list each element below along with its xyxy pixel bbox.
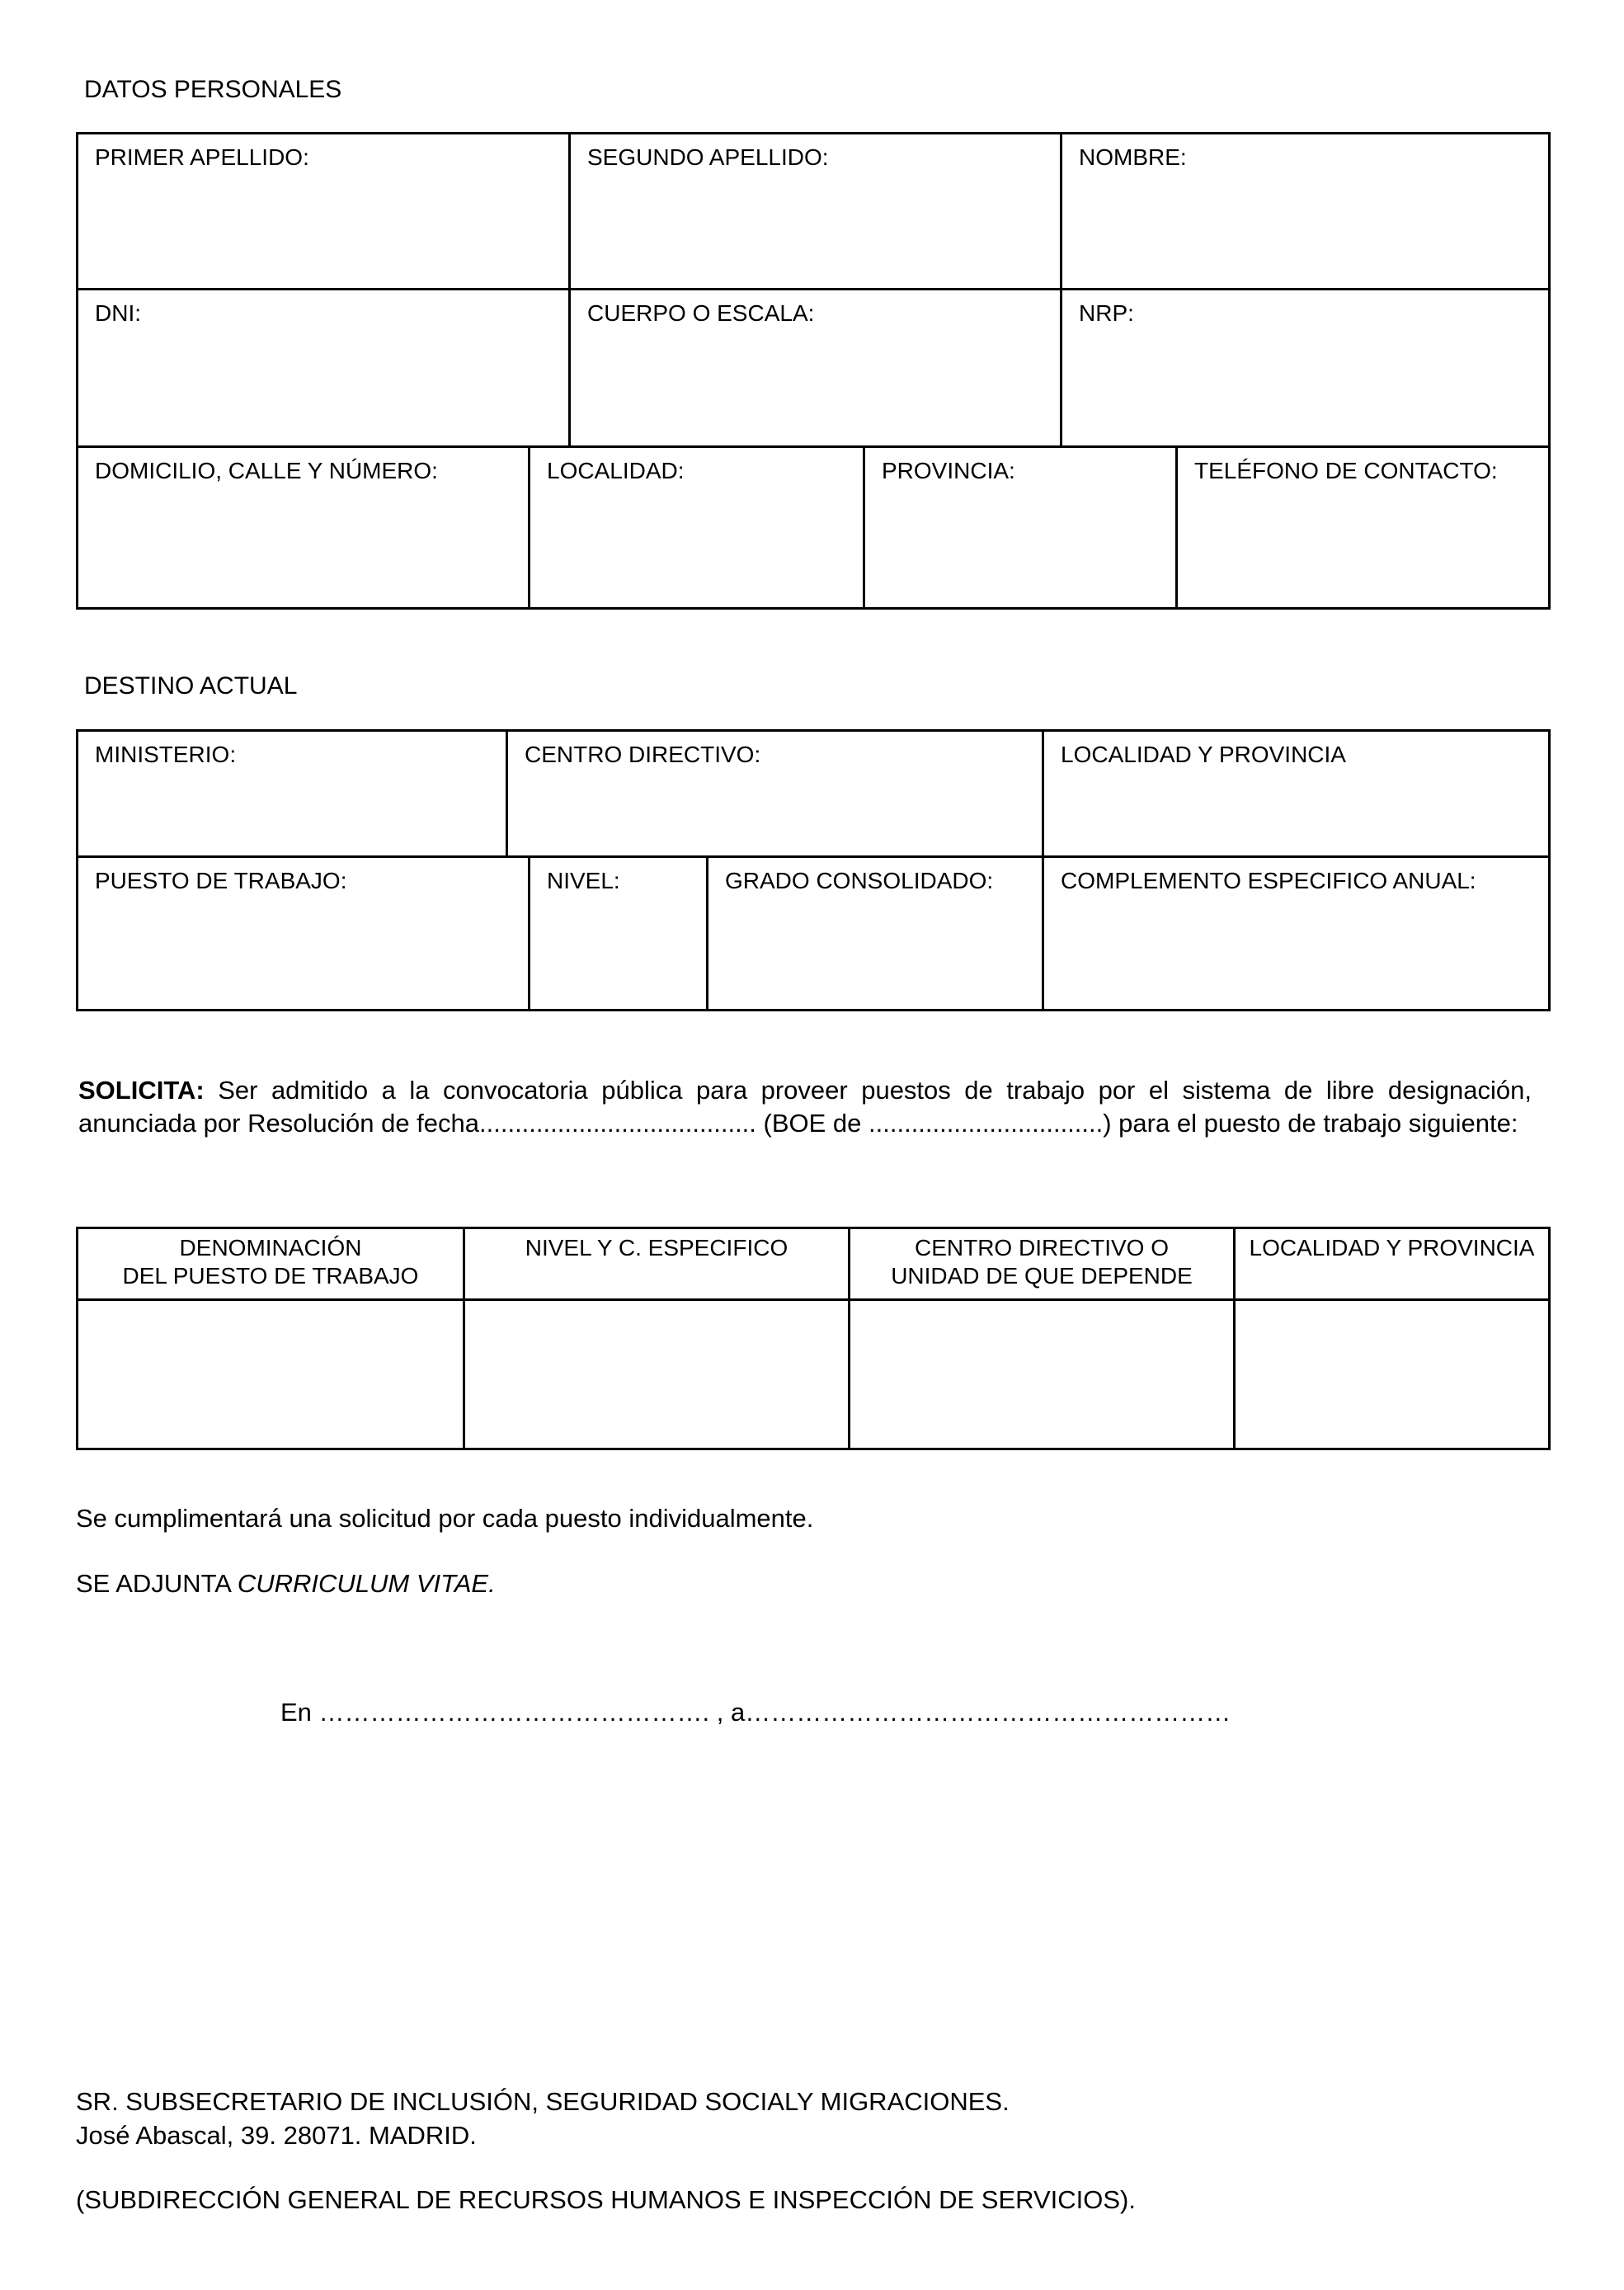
solicita-label: SOLICITA: [78, 1076, 205, 1105]
table-header-row [78, 1228, 1550, 1300]
solicita-text: Ser admitido a la convocatoria pública para proveer puestos de trabajo por el sistema de libre designación, anunciada por Resolución de fecha....................................... (BOE de .................................) para el puesto de trabajo siguiente: [78, 1076, 1532, 1138]
localidad-field[interactable]: LOCALIDAD: [530, 448, 865, 607]
localidad-provincia-field[interactable]: LOCALIDAD Y PROVINCIA [1061, 742, 1346, 767]
datos-personales-grid [76, 132, 1551, 610]
header-line: DENOMINACIÓN [179, 1235, 362, 1260]
ministerio-field[interactable]: MINISTERIO: [78, 732, 508, 855]
place-date-line[interactable]: En ………………………………………. , a………………………………………………… [280, 1698, 1231, 1727]
header-line: CENTRO DIRECTIVO O [914, 1235, 1169, 1260]
nivel-input-cell[interactable] [464, 1300, 850, 1449]
telefono-field[interactable]: TELÉFONO DE CONTACTO: [1194, 458, 1498, 483]
header-denominacion [78, 1228, 464, 1300]
addressee-line-2: José Abascal, 39. 28071. MADRID. [76, 2121, 477, 2150]
note-one-request: Se cumplimentará una solicitud por cada puesto individualmente. [76, 1504, 814, 1533]
puesto-trabajo-field[interactable]: PUESTO DE TRABAJO: [78, 858, 530, 1009]
puesto-table [76, 1227, 1551, 1450]
destino-row-2 [76, 858, 1551, 1011]
datos-row-2 [76, 290, 1551, 448]
localidad-provincia-input-cell[interactable] [1235, 1300, 1550, 1449]
nivel-field[interactable]: NIVEL: [530, 858, 708, 1009]
header-line: UNIDAD DE QUE DEPENDE [891, 1263, 1193, 1289]
nombre-field[interactable]: NOMBRE: [1079, 144, 1187, 170]
header-line: NIVEL Y C. ESPECIFICO [525, 1235, 788, 1260]
denominacion-input-cell[interactable] [78, 1300, 464, 1449]
datos-row-1 [76, 132, 1551, 290]
addressee-line-1: SR. SUBSECRETARIO DE INCLUSIÓN, SEGURIDAD SOCIALY MIGRACIONES. [76, 2087, 1010, 2116]
header-line: DEL PUESTO DE TRABAJO [122, 1263, 419, 1289]
solicita-paragraph [78, 1074, 1532, 1140]
table-row [78, 1300, 1550, 1449]
datos-row-3 [76, 448, 1551, 610]
complemento-especifico-field[interactable]: COMPLEMENTO ESPECIFICO ANUAL: [1061, 868, 1476, 893]
section-title-destino-actual: DESTINO ACTUAL [84, 672, 298, 700]
adjunta-italic: CURRICULUM VITAE. [237, 1569, 496, 1598]
domicilio-field[interactable]: DOMICILIO, CALLE Y NÚMERO: [78, 448, 530, 607]
header-localidad-provincia [1235, 1228, 1550, 1300]
cuerpo-escala-field[interactable]: CUERPO O ESCALA: [571, 290, 1062, 445]
destino-row-1 [76, 729, 1551, 858]
adjunta-prefix: SE ADJUNTA [76, 1569, 238, 1598]
header-centro-directivo [850, 1228, 1235, 1300]
destino-actual-grid [76, 729, 1551, 1011]
section-title-datos-personales: DATOS PERSONALES [84, 76, 342, 103]
provincia-field[interactable]: PROVINCIA: [865, 448, 1178, 607]
centro-directivo-input-cell[interactable] [850, 1300, 1235, 1449]
header-nivel [464, 1228, 850, 1300]
addressee-line-3: (SUBDIRECCIÓN GENERAL DE RECURSOS HUMANOS E INSPECCIÓN DE SERVICIOS). [76, 2185, 1136, 2214]
segundo-apellido-field[interactable]: SEGUNDO APELLIDO: [571, 134, 1062, 288]
grado-consolidado-field[interactable]: GRADO CONSOLIDADO: [708, 858, 1044, 1009]
header-line: LOCALIDAD Y PROVINCIA [1249, 1235, 1535, 1260]
nrp-field[interactable]: NRP: [1079, 300, 1134, 326]
primer-apellido-field[interactable]: PRIMER APELLIDO: [78, 134, 571, 288]
dni-field[interactable]: DNI: [78, 290, 571, 445]
note-adjunta [76, 1569, 496, 1599]
centro-directivo-field[interactable]: CENTRO DIRECTIVO: [508, 732, 1044, 855]
